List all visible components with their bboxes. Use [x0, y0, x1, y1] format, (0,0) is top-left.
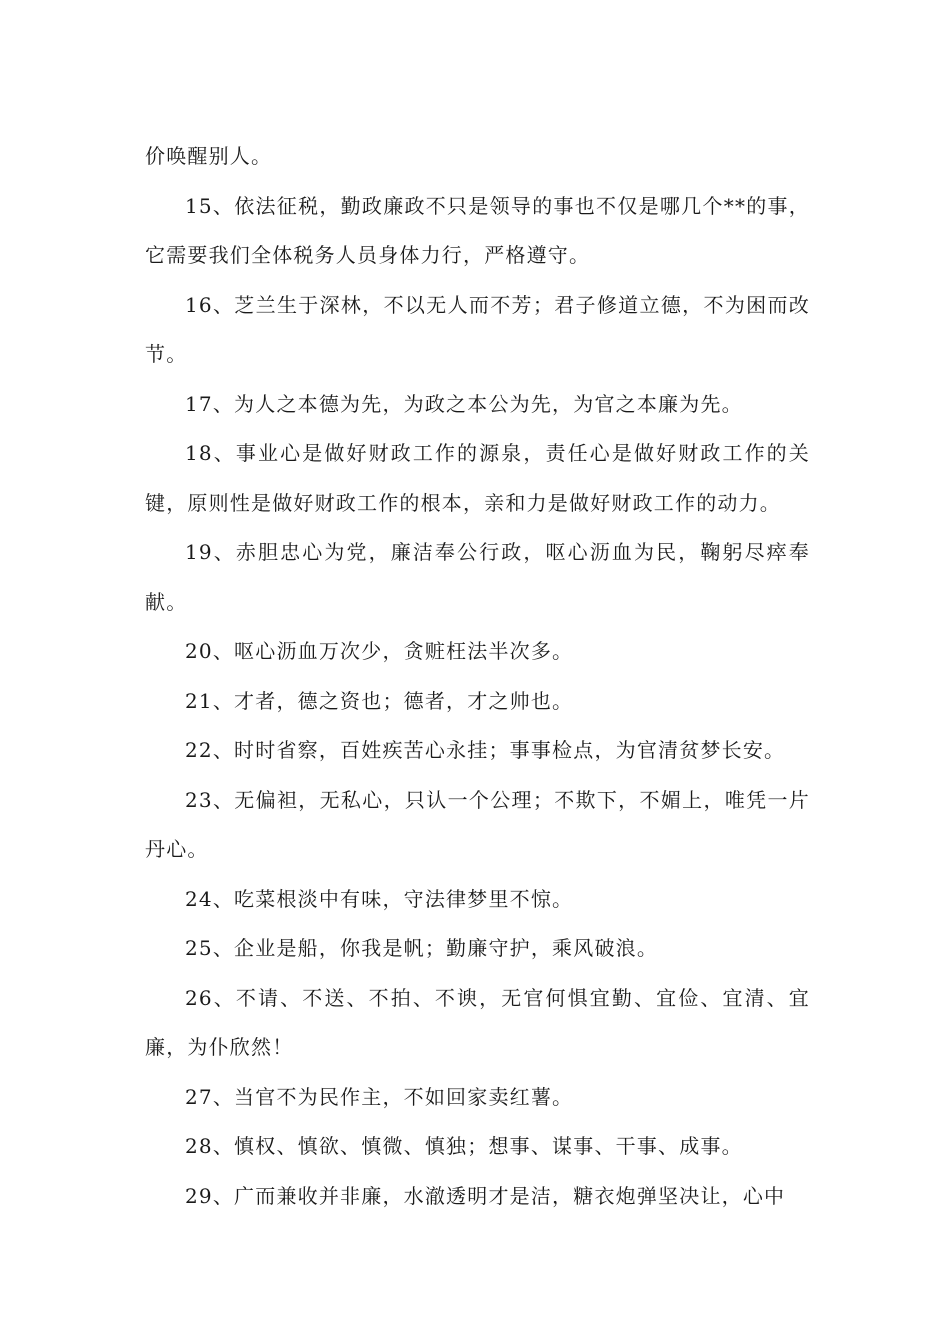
paragraph-17: 17、为人之本德为先，为政之本公为先，为官之本廉为先。 [185, 391, 743, 416]
paragraph-23: 23、无偏袒，无私心，只认一个公理；不欺下，不媚上，唯凭一片丹心。 [145, 787, 810, 861]
paragraph-27: 27、当官不为民作主，不如回家卖红薯。 [185, 1084, 574, 1109]
paragraph-16: 16、芝兰生于深林，不以无人而不芳；君子修道立德，不为困而改节。 [145, 292, 810, 366]
paragraph-18: 18、事业心是做好财政工作的源泉，责任心是做好财政工作的关键，原则性是做好财政工作的根本，亲和力是做好财政工作的动力。 [145, 441, 810, 515]
paragraph-29: 29、广而兼收并非廉，水澈透明才是洁，糖衣炮弹坚决让，心中 [185, 1183, 786, 1208]
paragraph-25: 25、企业是船，你我是帆；勤廉守护，乘风破浪。 [185, 936, 659, 960]
paragraph-continuation: 价唤醒别人。 [145, 144, 273, 168]
paragraph-20: 20、呕心沥血万次少，贪赃枉法半次多。 [185, 639, 574, 663]
paragraph-28: 28、慎权、慎欲、慎微、慎独；想事、谋事、干事、成事。 [185, 1134, 743, 1158]
paragraph-26: 26、不请、不送、不拍、不谀，无官何惧宜勤、宜俭、宜清、宜廉，为仆欣然！ [145, 985, 810, 1059]
paragraph-24: 24、吃菜根淡中有味，守法律梦里不惊。 [185, 886, 574, 911]
paragraph-19: 19、赤胆忠心为党，廉洁奉公行政，呕心沥血为民，鞠躬尽瘁奉献。 [145, 540, 810, 614]
paragraph-21: 21、才者，德之资也；德者，才之帅也。 [185, 688, 574, 713]
document-body [145, 132, 810, 1221]
paragraph-22: 22、时时省察，百姓疾苦心永挂；事事检点，为官清贫梦长安。 [185, 738, 786, 762]
paragraph-15: 15、依法征税，勤政廉政不只是领导的事也不仅是哪几个**的事，它需要我们全体税务人员身体力行，严格遵守。 [145, 193, 810, 267]
